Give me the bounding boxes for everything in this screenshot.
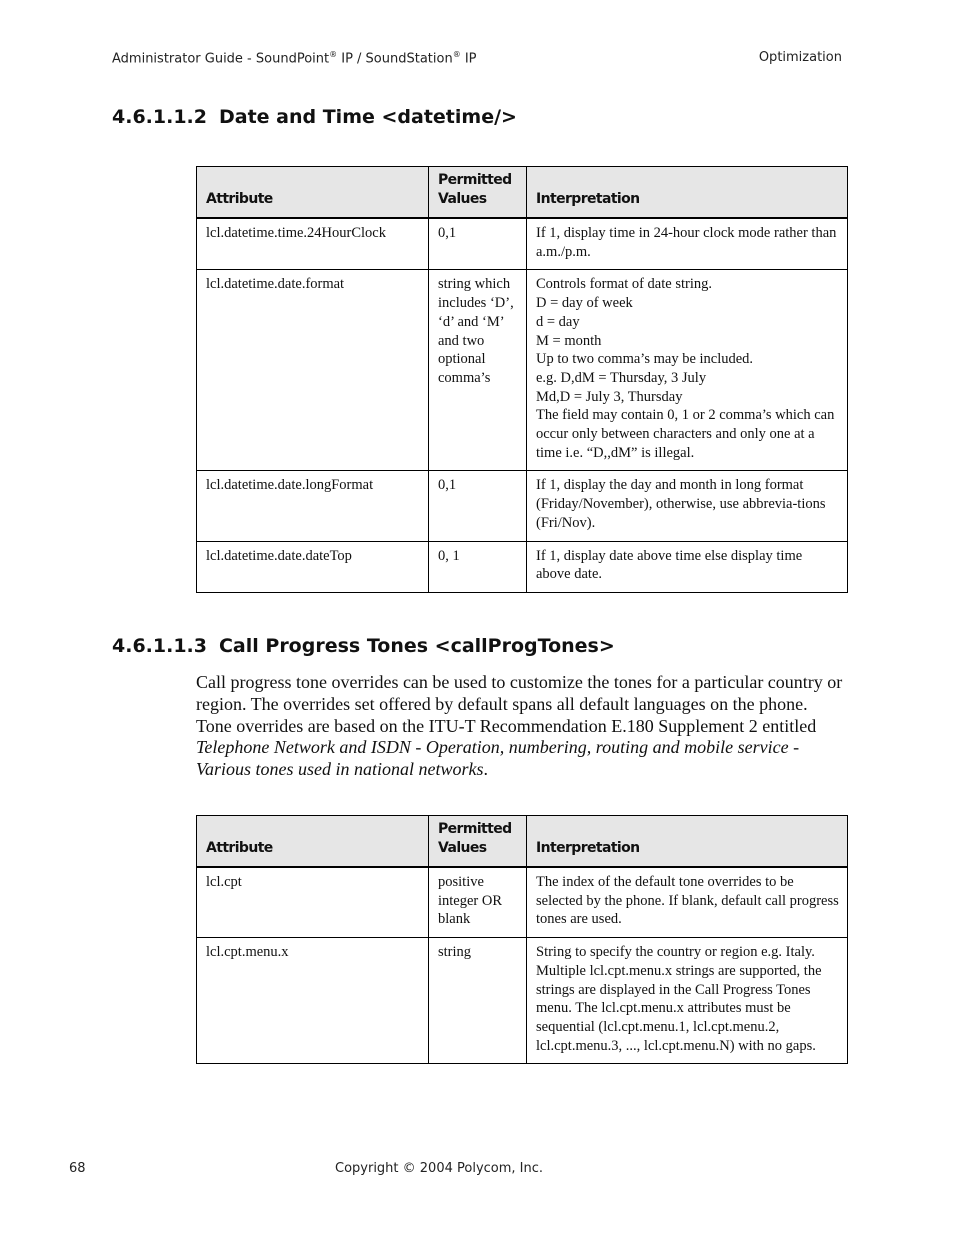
column-header-attribute: Attribute [197, 816, 429, 868]
call-progress-attribute-table [196, 815, 848, 1064]
table-row [197, 218, 848, 270]
permitted-values-cell: positive integer OR blank [429, 867, 527, 938]
table-row [197, 270, 848, 471]
running-header-title: Administrator Guide - SoundPoint® IP / SoundStation® IP [112, 50, 477, 67]
attribute-cell: lcl.datetime.time.24HourClock [197, 218, 429, 270]
datetime-attribute-table [196, 166, 848, 593]
permitted-values-cell: 0, 1 [429, 541, 527, 592]
permitted-values-cell: 0,1 [429, 218, 527, 270]
copyright-notice: Copyright © 2004 Polycom, Inc. [335, 1161, 544, 1176]
section-heading-datetime: 4.6.1.1.2 Date and Time <datetime/> [112, 106, 517, 128]
table-row [197, 541, 848, 592]
interpretation-cell: Controls format of date string. D = day of week d = day M = month Up to two comma’s may be included. e.g. D,dM = Thursday, 3 July Md,D = July 3, Thursday The field may contain 0, 1 or 2 comma’s which can occur only between characters and only one at a time i.e. “D,,dM” is illegal. [527, 270, 848, 471]
interpretation-cell: If 1, display date above time else display time above date. [527, 541, 848, 592]
attribute-cell: lcl.datetime.date.format [197, 270, 429, 471]
running-header-chapter: Optimization [758, 50, 842, 65]
interpretation-cell: The index of the default tone overrides to be selected by the phone. If blank, default call progress tones are used. [527, 867, 848, 938]
column-header-interpretation: Interpretation [527, 816, 848, 868]
column-header-attribute: Attribute [197, 167, 429, 219]
interpretation-cell: If 1, display the day and month in long format (Friday/November), otherwise, use abbrevia-tions (Fri/Nov). [527, 471, 848, 541]
table-row [197, 471, 848, 541]
interpretation-cell: If 1, display time in 24-hour clock mode rather than a.m./p.m. [527, 218, 848, 270]
column-header-permitted-values: Permitted Values [429, 816, 527, 868]
attribute-cell: lcl.cpt [197, 867, 429, 938]
attribute-cell: lcl.cpt.menu.x [197, 938, 429, 1064]
cited-title: Telephone Network and ISDN - Operation, numbering, routing and mobile service - Various tones used in national networks [196, 737, 800, 780]
table-header-row [197, 816, 848, 868]
table-row [197, 867, 848, 938]
column-header-permitted-values: Permitted Values [429, 167, 527, 219]
column-header-interpretation: Interpretation [527, 167, 848, 219]
attribute-cell: lcl.datetime.date.dateTop [197, 541, 429, 592]
interpretation-cell: String to specify the country or region e.g. Italy. Multiple lcl.cpt.menu.x strings are supported, the strings are displayed in the Call Progress Tones menu. The lcl.cpt.menu.x attributes must be sequential (lcl.cpt.menu.1, lcl.cpt.menu.2, lcl.cpt.menu.3, ..., lcl.cpt.menu.N) with no gaps. [527, 938, 848, 1064]
permitted-values-cell: 0,1 [429, 471, 527, 541]
table-row [197, 938, 848, 1064]
permitted-values-cell: string [429, 938, 527, 1064]
page-number: 68 [69, 1161, 86, 1176]
call-progress-paragraph: Call progress tone overrides can be used to customize the tones for a particular country or region. The overrides set offered by default spans all default languages on the phone. Tone overrides are based on the ITU-T Recommendation E.180 Supplement 2 entitled Telephone Network and ISDN - Operation, numbering, routing and mobile service - Various tones used in national networks. [196, 672, 843, 780]
section-heading-call-progress-tones: 4.6.1.1.3 Call Progress Tones <callProgTones> [112, 635, 615, 657]
table-header-row [197, 167, 848, 219]
permitted-values-cell: string which includes ‘D’, ‘d’ and ‘M’ and two optional comma’s [429, 270, 527, 471]
attribute-cell: lcl.datetime.date.longFormat [197, 471, 429, 541]
